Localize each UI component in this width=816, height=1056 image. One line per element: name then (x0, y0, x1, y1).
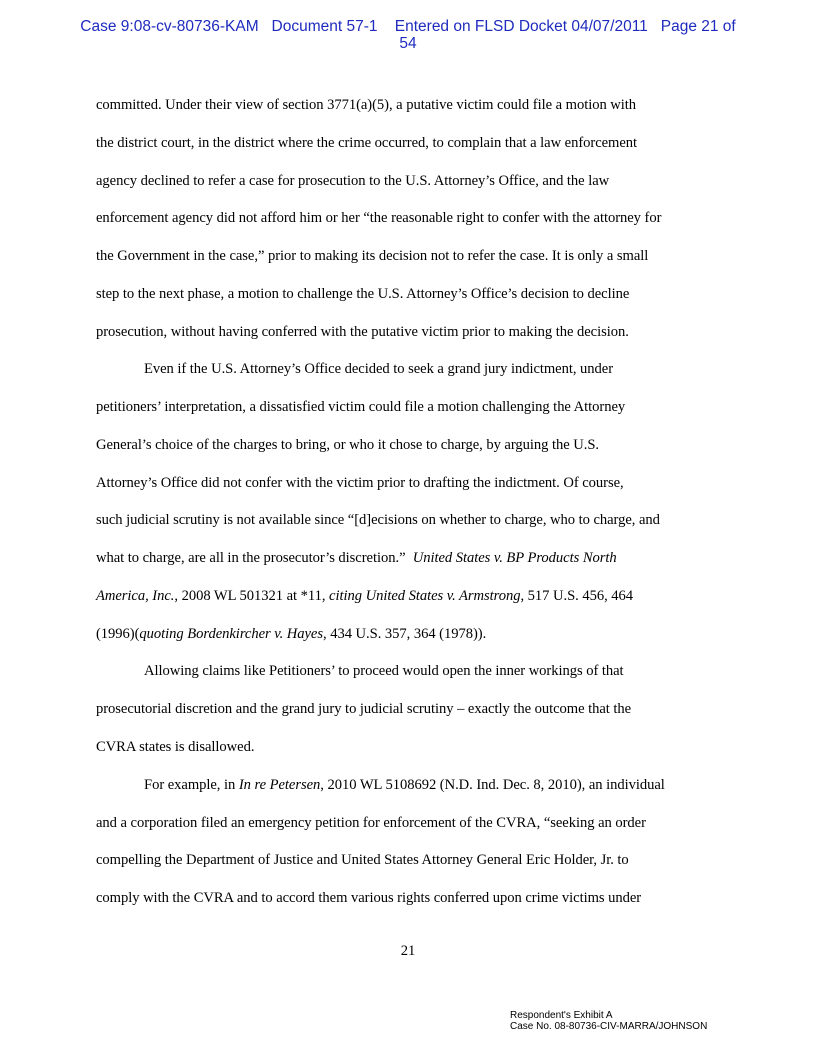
case-citation: America, Inc. (96, 588, 175, 604)
case-citation: quoting Bordenkircher v. Hayes (139, 626, 323, 642)
header-page-total: 54 (399, 35, 417, 52)
case-citation: citing United States v. Armstrong (329, 588, 521, 604)
text-segment: For example, in (144, 777, 239, 793)
text-line (144, 776, 665, 794)
exhibit-label: Respondent's Exhibit A (510, 1010, 613, 1021)
text-line: such judicial scrutiny is not available since “[d]ecisions on whether to charge, who to charge, and (96, 512, 660, 528)
text-line: CVRA states is disallowed. (96, 739, 255, 755)
text-line: the Government in the case,” prior to making its decision not to refer the case. It is only a small (96, 248, 649, 264)
text-line: comply with the CVRA and to accord them various rights conferred upon crime victims under (96, 890, 642, 906)
text-line: committed. Under their view of section 3771(a)(5), a putative victim could file a motion with (96, 97, 637, 113)
text-line (96, 587, 633, 605)
text-line (96, 549, 617, 567)
text-segment: , 2008 WL 501321 at *11, (174, 588, 330, 604)
exhibit-case-number: Case No. 08-80736-CIV-MARRA/JOHNSON (510, 1021, 708, 1032)
text-line: compelling the Department of Justice and United States Attorney General Eric Holder, Jr. to (96, 852, 629, 868)
text-segment: , 434 U.S. 357, 364 (1978)). (323, 626, 487, 642)
header-document: Document 57-1 (271, 18, 378, 35)
case-citation: United States v. BP Products North (412, 550, 617, 566)
text-segment: , 2010 WL 5108692 (N.D. Ind. Dec. 8, 2010), an individual (320, 777, 665, 793)
header-page-of: Page 21 of (660, 18, 736, 35)
text-line: petitioners’ interpretation, a dissatisfied victim could file a motion challenging the Attorney (96, 399, 626, 415)
text-line: prosecution, without having conferred with the putative victim prior to making the decision. (96, 324, 629, 340)
text-line: Attorney’s Office did not confer with the victim prior to drafting the indictment. Of course, (96, 475, 624, 491)
text-line: General’s choice of the charges to bring, or who it chose to charge, by arguing the U.S. (96, 437, 600, 453)
text-line: Allowing claims like Petitioners’ to proceed would open the inner workings of that (144, 663, 624, 679)
text-line: Even if the U.S. Attorney’s Office decided to seek a grand jury indictment, under (144, 361, 614, 377)
docket-header (40, 18, 776, 52)
text-line: the district court, in the district where the crime occurred, to complain that a law enforcement (96, 135, 638, 151)
text-segment: , 517 U.S. 456, 464 (520, 588, 634, 604)
text-line: step to the next phase, a motion to challenge the U.S. Attorney’s Office’s decision to decline (96, 286, 630, 302)
text-line: enforcement agency did not afford him or her “the reasonable right to confer with the attorney for (96, 210, 662, 226)
text-segment: (1996)( (96, 626, 140, 642)
case-citation: In re Petersen (238, 777, 321, 793)
text-line: agency declined to refer a case for prosecution to the U.S. Attorney’s Office, and the law (96, 173, 610, 189)
text-line: prosecutorial discretion and the grand jury to judicial scrutiny – exactly the outcome that the (96, 701, 632, 717)
exhibit-stamp (510, 1010, 707, 1032)
text-line: and a corporation filed an emergency petition for enforcement of the CVRA, “seeking an order (96, 815, 646, 831)
header-entered: Entered on FLSD Docket 04/07/2011 (394, 18, 648, 35)
text-line (96, 625, 486, 643)
text-segment: what to charge, are all in the prosecutor’s discretion.” (96, 550, 413, 566)
header-case-number: Case 9:08-cv-80736-KAM (80, 18, 259, 35)
page-number: 21 (400, 943, 416, 959)
